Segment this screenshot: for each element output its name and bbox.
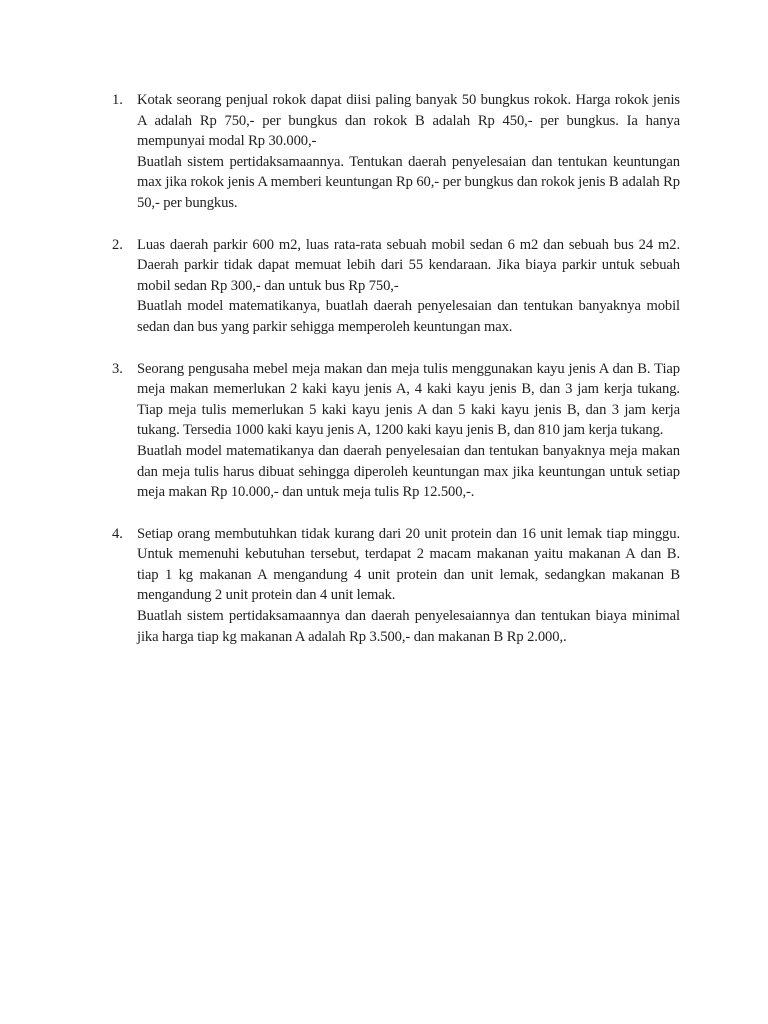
problem-number: 1. [112, 92, 123, 108]
problem-task: Buatlah model matematikanya, buatlah daerah penyelesaian dan tentukan banyaknya mobil sedan dan bus yang parkir sehigga memperoleh keuntungan max. [137, 298, 680, 335]
problem-item-2 [112, 235, 680, 338]
problem-statement: Seorang pengusaha mebel meja makan dan meja tulis menggunakan kayu jenis A dan B. Tiap meja makan memerlukan 2 kaki kayu jenis A, 4 kaki kayu jenis B, dan 3 jam kerja tukang. Tiap meja tulis memerlukan 5 kaki kayu jenis A dan 5 kaki kayu jenis B, dan 3 jam kerja tukang. Tersedia 1000 kaki kayu jenis A, 1200 kaki kayu jenis B, dan 810 jam kerja tukang. [137, 360, 680, 439]
problem-statement: Setiap orang membutuhkan tidak kurang dari 20 unit protein dan 16 unit lemak tiap minggu. Untuk memenuhi kebutuhan tersebut, terdapat 2 macam makanan yaitu makanan A dan B. tiap 1 kg makanan A mengandung 4 unit protein dan unit lemak, sedangkan makanan B mengandung 2 unit protein dan 4 unit lemak. [137, 525, 680, 604]
problem-item-1 [112, 90, 680, 214]
problem-item-3 [112, 359, 680, 503]
problem-list [112, 90, 680, 668]
problem-task: Buatlah model matematikanya dan daerah penyelesaian dan tentukan banyaknya meja makan dan meja tulis harus dibuat sehingga diperoleh keuntungan max jika keuntungan untuk setiap meja makan Rp 10.000,- dan untuk meja tulis Rp 12.500,-. [137, 442, 680, 501]
problem-number: 2. [112, 236, 123, 253]
problem-statement: Luas daerah parkir 600 m2, luas rata-rata sebuah mobil sedan 6 m2 dan sebuah bus 24 m2. Daerah parkir tidak dapat memuat lebih dari 55 kendaraan. Jika biaya parkir untuk sebuah mobil sedan Rp 300,- dan untuk bus Rp 750,- [137, 236, 680, 294]
problem-item-4 [112, 524, 680, 648]
problem-task: Buatlah sistem pertidaksamaannya. Tentukan daerah penyelesaian dan tentukan keuntungan max jika rokok jenis A memberi keuntungan Rp 60,- per bungkus dan rokok jenis B adalah Rp 50,- per bungkus. [137, 153, 680, 211]
problem-number: 3. [112, 360, 123, 377]
problem-number: 4. [112, 525, 123, 542]
problem-statement: Kotak seorang penjual rokok dapat diisi paling banyak 50 bungkus rokok. Harga rokok jenis A adalah Rp 750,- per bungkus dan rokok B adalah Rp 450,- per bungkus. Ia hanya mempunyai modal Rp 30.000,- [137, 92, 680, 150]
problem-task: Buatlah sistem pertidaksamaannya dan daerah penyelesaiannya dan tentukan biaya minimal jika harga tiap kg makanan A adalah Rp 3.500,- dan makanan B Rp 2.000,. [137, 608, 680, 645]
